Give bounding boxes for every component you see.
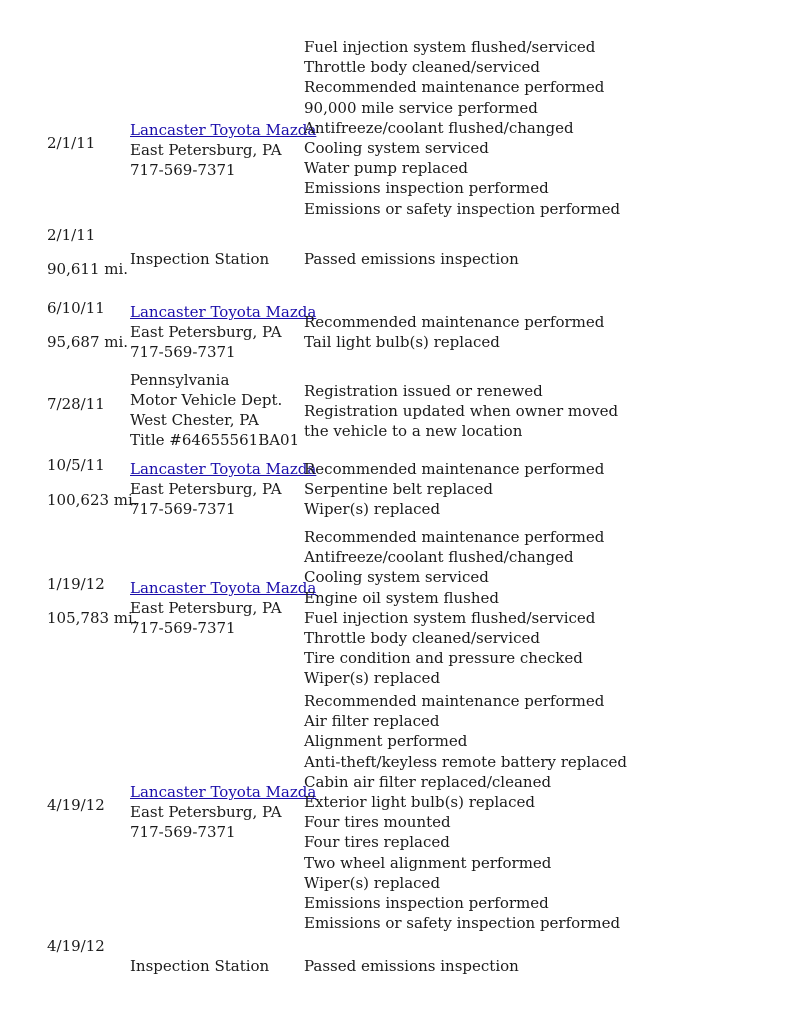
detail-item: 90,000 mile service performed [304,98,538,117]
detail-item: Water pump replaced [304,159,469,178]
source-city: East Petersburg, PA [130,599,282,617]
record-date-block [47,298,105,318]
detail-item: Registration issued or renewed [304,382,543,400]
record-date: 6/10/11 [47,299,105,317]
record-date-block [47,394,105,414]
detail-item: Fuel injection system flushed/serviced [304,38,596,56]
detail-item: Wiper(s) replaced [304,669,441,688]
detail-item: Throttle body cleaned/serviced [304,58,540,77]
source-line: Pennsylvania [130,371,230,389]
record-details [304,37,620,219]
record-mileage: 105,783 mi. [47,609,138,627]
source-phone: 717-569-7371 [130,161,236,179]
record-mileage: 100,623 mi. [47,491,138,509]
record-source [130,120,316,180]
detail-item: Passed emissions inspection [304,957,519,975]
detail-item: Anti-theft/keyless remote battery replaced [304,752,627,771]
record-date: 2/1/11 [47,226,96,244]
detail-item: Tail light bulb(s) replaced [304,333,500,352]
detail-item: Cooling system serviced [304,568,489,587]
record-date: 4/19/12 [47,937,105,955]
detail-item: Throttle body cleaned/serviced [304,629,540,648]
record-date: 4/19/12 [47,796,105,814]
detail-item: Emissions or safety inspection performed [304,914,621,933]
detail-item: Passed emissions inspection [304,250,519,268]
record-details [304,249,519,269]
source-city: East Petersburg, PA [130,803,282,821]
record-details [304,691,627,933]
record-details [304,527,604,689]
record-mileage: 90,611 mi. [47,260,129,278]
record-date: 2/1/11 [47,134,96,152]
source-link[interactable]: Lancaster Toyota Mazda [130,460,317,478]
record-source [130,249,269,269]
detail-item: Cabin air filter replaced/cleaned [304,772,552,791]
record-details [304,956,519,976]
source-line: Motor Vehicle Dept. [130,391,283,409]
record-mileage-block [47,490,138,510]
record-source [130,302,316,362]
record-details [304,312,604,352]
detail-item: Recommended maintenance performed [304,313,605,331]
detail-item: Two wheel alignment performed [304,853,552,872]
record-details [304,459,604,520]
detail-item: Serpentine belt replaced [304,480,493,499]
detail-item: Cooling system serviced [304,139,489,158]
record-source [130,370,299,450]
detail-item: Alignment performed [304,732,468,751]
record-mileage-block [47,259,128,279]
record-date-block [47,795,105,815]
detail-item: Emissions or safety inspection performed [304,199,621,218]
source-link[interactable]: Lancaster Toyota Mazda [130,783,317,801]
record-details [304,381,618,442]
detail-item: Wiper(s) replaced [304,500,441,519]
detail-item: Emissions inspection performed [304,179,549,198]
record-source [130,578,316,638]
record-date-block [47,455,105,475]
detail-item: Tire condition and pressure checked [304,649,583,668]
record-date: 10/5/11 [47,456,105,474]
record-date: 7/28/11 [47,395,105,413]
source-phone: 717-569-7371 [130,343,236,361]
detail-item: Air filter replaced [304,712,440,731]
detail-item: Antifreeze/coolant flushed/changed [304,548,574,567]
record-source [130,782,316,842]
source-line: Title #64655561BA01 [130,431,300,449]
detail-item: Recommended maintenance performed [304,460,605,478]
source-phone: 717-569-7371 [130,823,236,841]
source-link[interactable]: Lancaster Toyota Mazda [130,579,317,597]
detail-item: Emissions inspection performed [304,894,549,913]
detail-item: Fuel injection system flushed/serviced [304,608,596,627]
source-city: East Petersburg, PA [130,323,282,341]
source-link[interactable]: Lancaster Toyota Mazda [130,121,317,139]
record-source [130,459,316,519]
source-city: East Petersburg, PA [130,480,282,498]
detail-item: Four tires mounted [304,813,451,832]
source-city: East Petersburg, PA [130,141,282,159]
record-mileage-block [47,608,138,628]
source-phone: 717-569-7371 [130,500,236,518]
detail-item: Recommended maintenance performed [304,78,605,97]
record-date-block [47,574,105,594]
record-source [130,956,269,976]
source-link[interactable]: Lancaster Toyota Mazda [130,303,317,321]
source-name: Inspection Station [130,250,270,268]
record-mileage-block [47,332,128,352]
detail-item: Recommended maintenance performed [304,692,605,710]
source-name: Inspection Station [130,957,270,975]
record-date-block [47,133,95,153]
detail-item: Wiper(s) replaced [304,873,441,892]
detail-item: Exterior light bulb(s) replaced [304,793,536,812]
record-date: 1/19/12 [47,575,105,593]
detail-item: the vehicle to a new location [304,422,523,441]
detail-item: Registration updated when owner moved [304,402,619,421]
detail-item: Engine oil system flushed [304,588,499,607]
source-line: West Chester, PA [130,411,259,429]
detail-item: Four tires replaced [304,833,450,852]
record-date-block [47,225,95,245]
record-mileage: 95,687 mi. [47,333,129,351]
detail-item: Antifreeze/coolant flushed/changed [304,118,574,137]
source-phone: 717-569-7371 [130,619,236,637]
record-date-block [47,936,105,956]
detail-item: Recommended maintenance performed [304,528,605,546]
